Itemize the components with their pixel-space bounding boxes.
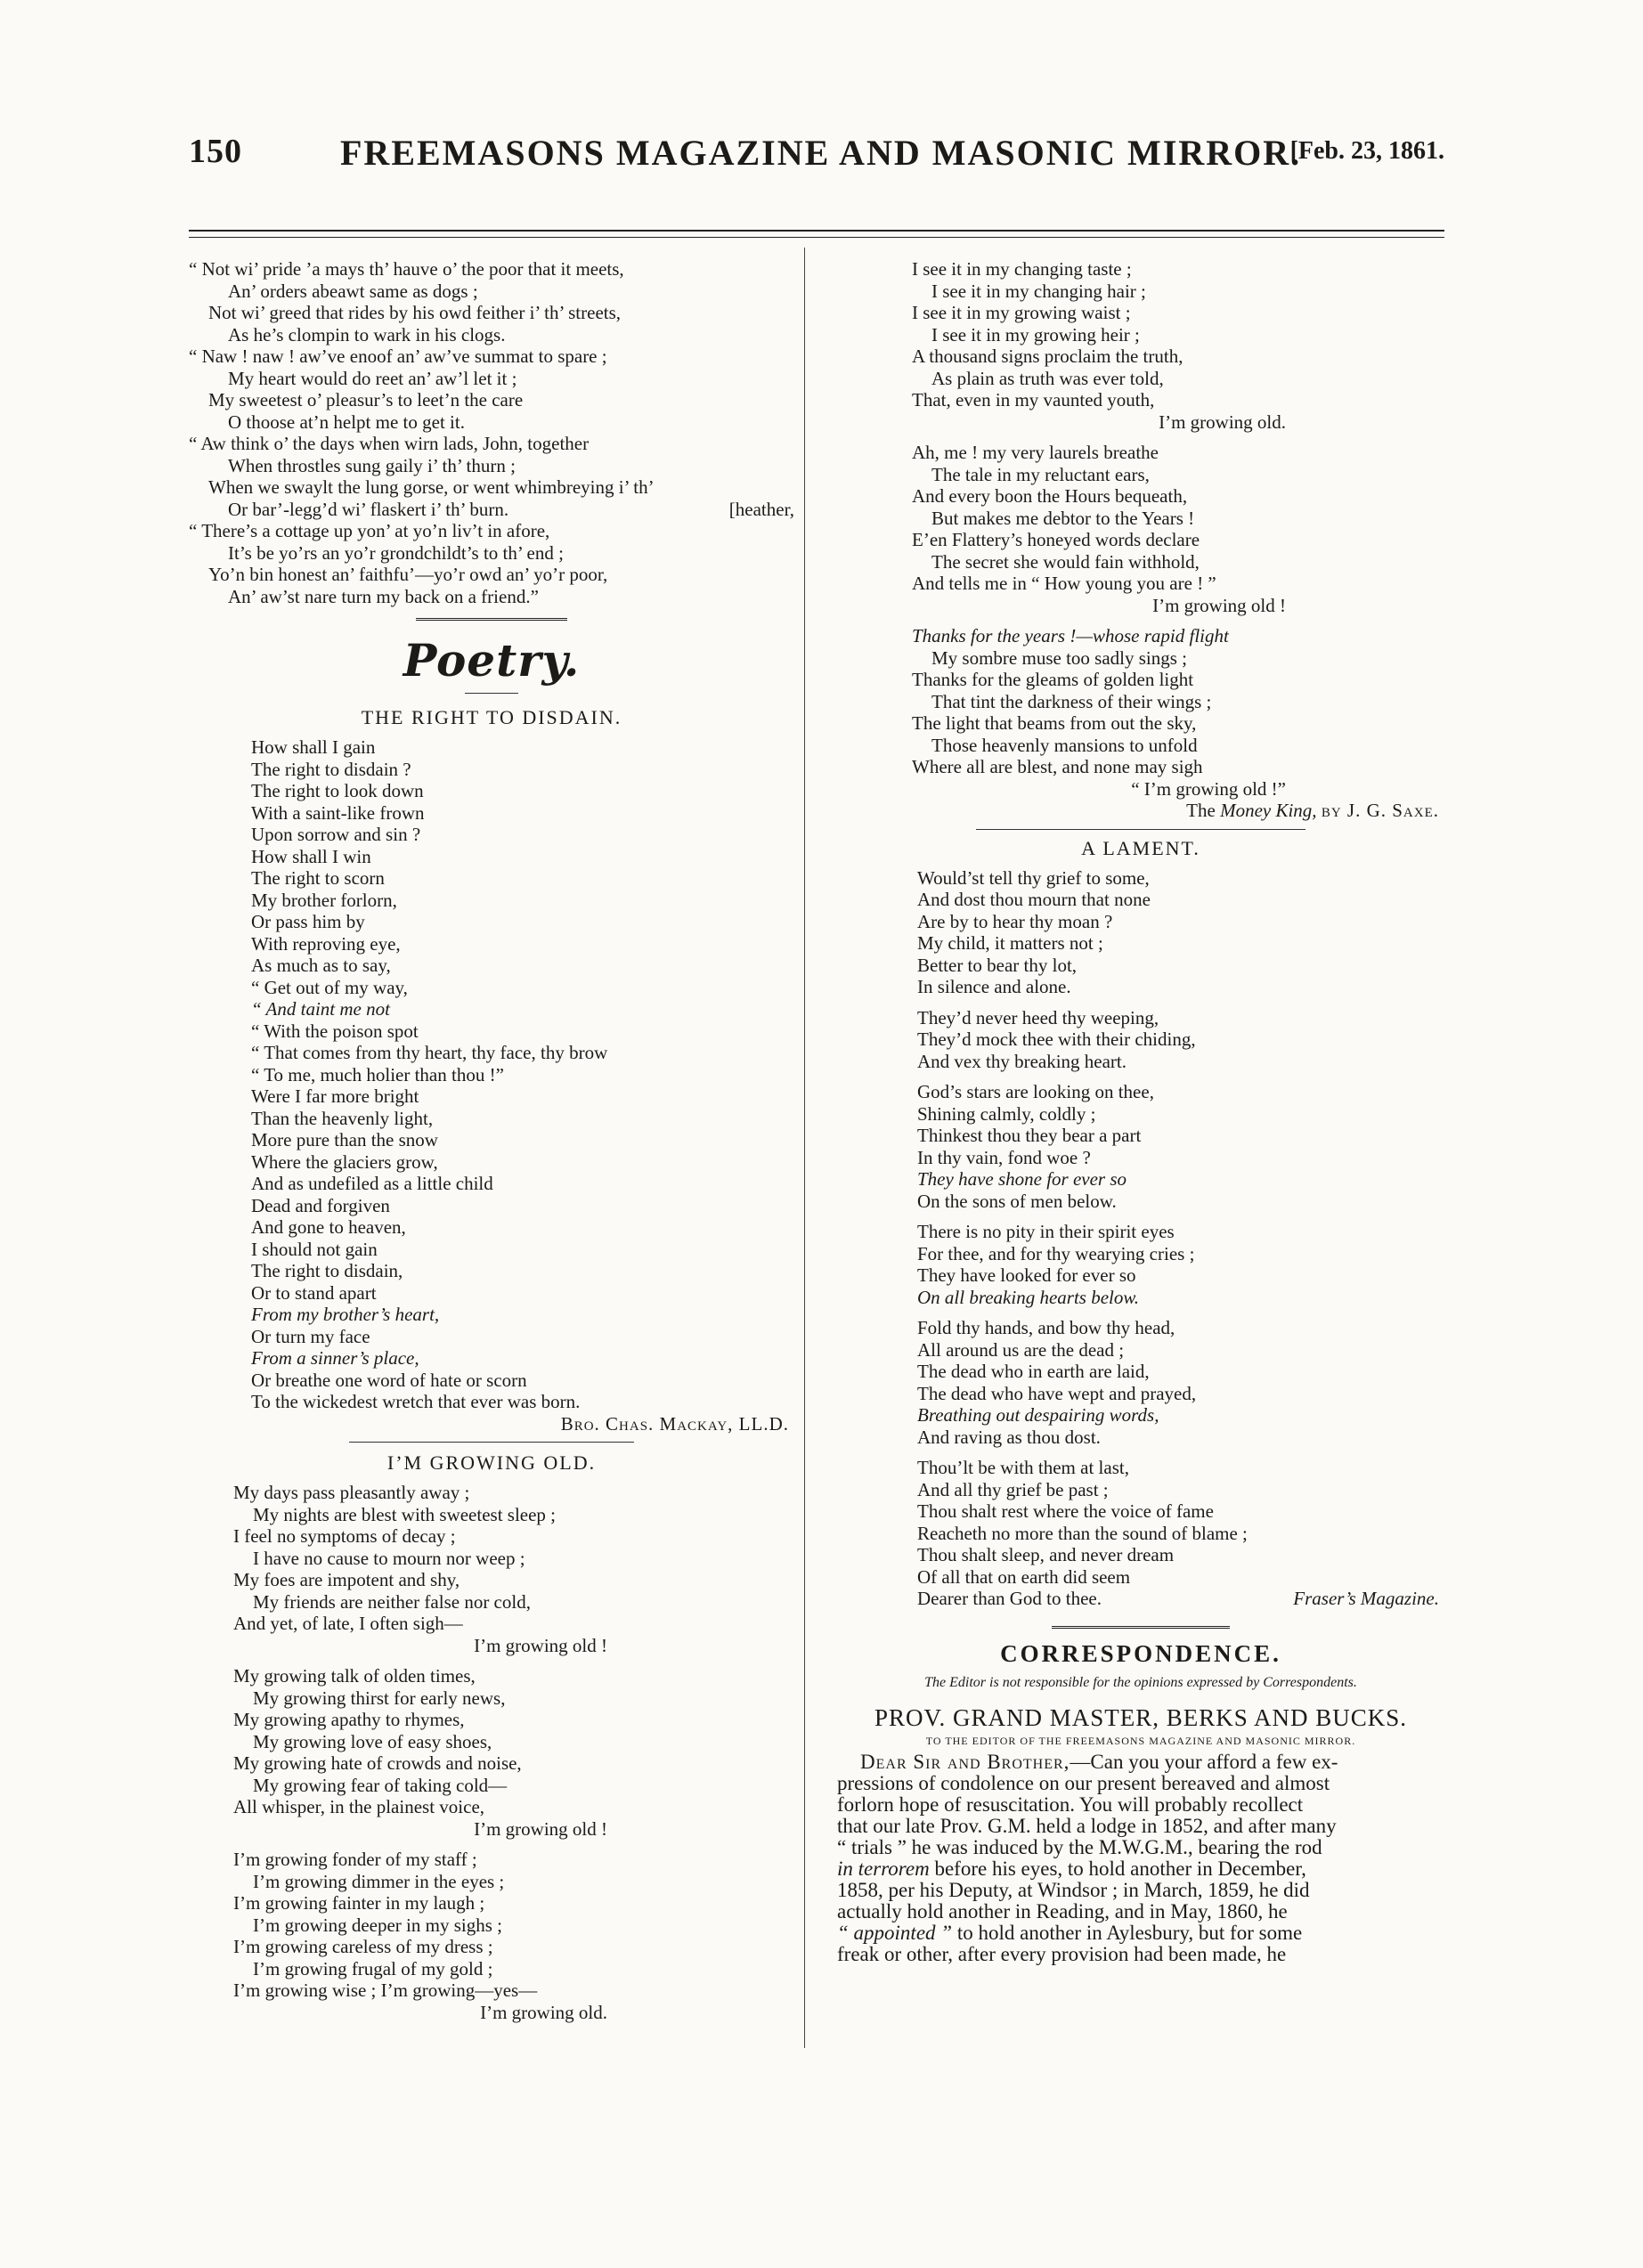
poem-line: As plain as truth was ever told,	[931, 367, 1164, 389]
left-column	[189, 258, 794, 2023]
editor-disclaimer: The Editor is not responsible for the opinions expressed by Correspondents.	[924, 1674, 1357, 1690]
poem-line: When throstles sung gaily i’ th’ thurn ;	[228, 454, 516, 476]
poem-line: On all breaking hearts below.	[917, 1286, 1140, 1308]
poem-line: My friends are neither false nor cold,	[253, 1590, 531, 1613]
header-rule-thin	[189, 237, 1444, 238]
poem-growing-old	[189, 1482, 607, 2023]
poem-line: “ To me, much holier than thou !”	[251, 1063, 504, 1085]
issue-date: [Feb. 23, 1861.	[1289, 137, 1444, 165]
poem-line: The dead who in earth are laid,	[917, 1361, 1150, 1382]
poem-line: That tint the darkness of their wings ;	[931, 690, 1212, 712]
turnover-word: [heather,	[728, 498, 794, 520]
poem-line: A thousand signs proclaim the truth,	[912, 345, 1183, 367]
poem-line: “ Not wi’ pride ’a mays th’ hauve o’ the poor that it meets,	[189, 258, 624, 280]
section-rule	[976, 829, 1305, 830]
attribution-work: Money King,	[1220, 800, 1317, 821]
poem-refrain: I’m growing old !	[1152, 594, 1286, 616]
poem-line: With reproving eye,	[251, 932, 401, 955]
poem-line: But makes me debtor to the Years !	[931, 507, 1195, 529]
poem-line: Not wi’ greed that rides by his owd feither i’ th’ streets,	[208, 302, 622, 323]
poem-line: As he’s clompin to wark in his clogs.	[228, 323, 506, 345]
poem-author: Bro. Chas. Mackay, LL.D.	[560, 1412, 789, 1435]
poem-line: I’m growing fonder of my staff ;	[233, 1849, 477, 1870]
poem-line: With a saint-like frown	[251, 801, 425, 824]
publication-title: FREEMASONS MAGAZINE AND MASONIC MIRROR.	[340, 133, 1302, 173]
poem-line: They’d mock thee with their chiding,	[917, 1028, 1196, 1050]
poem-line: My sweetest o’ pleasur’s to leet’n the care	[208, 389, 524, 411]
letter-text: —Can you your afford a few ex-	[1070, 1750, 1338, 1773]
poem-line: And tells me in “ How young you are ! ”	[912, 573, 1216, 594]
poem-source: Fraser’s Magazine.	[1293, 1588, 1439, 1609]
poem-line: An’ orders abeawt same as dogs ;	[228, 280, 478, 302]
poem-title: THE RIGHT TO DISDAIN.	[361, 706, 622, 728]
poem-line: And every boon the Hours bequeath,	[912, 485, 1188, 507]
poem-line: An’ aw’st nare turn my back on a friend.”	[228, 585, 539, 607]
poem-line: I have no cause to mourn nor weep ;	[253, 1547, 525, 1569]
poem-line-text: Dearer than God to thee.	[917, 1588, 1102, 1609]
poem-line: Reacheth no more than the sound of blame ;	[917, 1522, 1248, 1544]
poem-refrain: I’m growing old.	[1159, 411, 1286, 433]
poem-line: I’m growing deeper in my sighs ;	[253, 1914, 502, 1936]
poem-line: Fold thy hands, and bow thy head,	[917, 1317, 1175, 1338]
running-header	[189, 132, 1444, 185]
poem-line: The tale in my reluctant ears,	[931, 463, 1150, 485]
poem-line: I’m growing dimmer in the eyes ;	[253, 1870, 505, 1892]
poem-line: Or pass him by	[251, 911, 365, 932]
poem-line: My growing hate of crowds and noise,	[233, 1752, 522, 1774]
poem-attribution	[837, 800, 1444, 822]
poem-line: How shall I win	[251, 845, 371, 867]
poem-line: And all thy grief be past ;	[917, 1478, 1109, 1500]
poem-lament	[837, 867, 1444, 1610]
attribution-author: by J. G. Saxe.	[1321, 800, 1439, 821]
poem-line: Better to bear thy lot,	[917, 954, 1078, 976]
letter-line	[837, 1752, 1444, 1773]
right-column	[837, 258, 1444, 1965]
poem-line: And gone to heaven,	[251, 1216, 406, 1238]
poem-refrain: I’m growing old.	[480, 2001, 607, 2023]
poem-line: Thou’lt be with them at last,	[917, 1457, 1129, 1478]
poem-line: Are by to hear thy moan ?	[917, 910, 1113, 932]
poem-line: Shining calmly, coldly ;	[917, 1102, 1096, 1125]
letter-line: that our late Prov. G.M. held a lodge in 1852, and after many	[837, 1814, 1337, 1837]
poem-line: In thy vain, fond woe ?	[917, 1146, 1091, 1168]
poem-line: How shall I gain	[251, 736, 376, 758]
poem-line: Were I far more bright	[251, 1085, 419, 1107]
poem-line: The right to disdain,	[251, 1260, 403, 1281]
poem-line: I should not gain	[251, 1238, 378, 1260]
letter-line: pressions of condolence on our present bereaved and almost	[837, 1771, 1330, 1794]
poem-line: My foes are impotent and shy,	[233, 1569, 460, 1590]
poem-line: There is no pity in their spirit eyes	[917, 1221, 1175, 1242]
poem-line: Where all are blest, and none may sigh	[912, 756, 1203, 777]
poem-line: To the wickedest wretch that ever was born.	[251, 1391, 581, 1412]
poem-line: And dost thou mourn that none	[917, 889, 1151, 910]
poem-line: Would’st tell thy grief to some,	[917, 866, 1150, 889]
italic-phrase: “ appointed ”	[837, 1921, 953, 1944]
poem-line: Breathing out despairing words,	[917, 1404, 1159, 1426]
poem-line: They have looked for ever so	[917, 1264, 1136, 1286]
poem-line: When we swaylt the lung gorse, or went whimbreying i’ th’	[208, 476, 655, 498]
poem-line: Of all that on earth did seem	[917, 1565, 1131, 1588]
poem-line: They have shone for ever so	[917, 1168, 1127, 1190]
poem-line: My heart would do reet an’ aw’l let it ;	[228, 367, 517, 389]
poem-line: In silence and alone.	[917, 976, 1071, 997]
poem-line: I feel no symptoms of decay ;	[233, 1525, 456, 1547]
poem-line: Or turn my face	[251, 1325, 370, 1347]
poem-line: As much as to say,	[251, 955, 391, 976]
poem-line: The right to scorn	[251, 867, 385, 889]
letter-line	[837, 1858, 1444, 1880]
poem-line: I’m growing wise ; I’m growing—yes—	[233, 1979, 538, 2001]
letter-body	[837, 1752, 1444, 1965]
poem-refrain: “ I’m growing old !”	[1131, 777, 1286, 800]
column-divider	[804, 248, 805, 2048]
poem-line: Dead and forgiven	[251, 1194, 390, 1216]
header-rule	[189, 230, 1444, 232]
poem-line: I’m growing fainter in my laugh ;	[233, 1892, 485, 1914]
poem-line: The secret she would fain withhold,	[931, 550, 1200, 573]
poem-line: I’m growing frugal of my gold ;	[253, 1957, 493, 1979]
poem-disdain	[189, 736, 794, 1413]
letter-line: actually hold another in Reading, and in May, 1860, he	[837, 1899, 1288, 1923]
poem-line: God’s stars are looking on thee,	[917, 1081, 1154, 1102]
heading-rule	[465, 693, 518, 694]
letter-line: 1858, per his Deputy, at Windsor ; in March, 1859, he did	[837, 1878, 1310, 1901]
poem-title: A LAMENT.	[1081, 836, 1200, 859]
salutation: Dear Sir and Brother,	[860, 1750, 1070, 1773]
poem-refrain: I’m growing old !	[474, 1817, 607, 1840]
poem-line: From a sinner’s place,	[251, 1347, 419, 1369]
poem-line: I see it in my growing waist ;	[912, 302, 1131, 323]
poem-line: My sombre muse too sadly sings ;	[931, 646, 1187, 669]
letter-text: to hold another in Aylesbury, but for some	[956, 1921, 1303, 1944]
poem-line: It’s be yo’rs an yo’r grondchildt’s to th’ end ;	[228, 541, 564, 564]
poem-line: Those heavenly mansions to unfold	[931, 734, 1198, 756]
poem-line: Thou shalt sleep, and never dream	[917, 1544, 1175, 1565]
poem-line: O thoose at’n helpt me to get it.	[228, 411, 465, 433]
poem-line: And vex thy breaking heart.	[917, 1050, 1127, 1072]
poem-growing-old-continued	[837, 258, 1286, 800]
poem-line: Thanks for the years !—whose rapid flight	[912, 625, 1229, 646]
poem-line: All whisper, in the plainest voice,	[233, 1796, 485, 1817]
poem-line	[917, 1588, 1444, 1610]
poem-line: And yet, of late, I often sigh—	[233, 1613, 463, 1634]
poem-line: My growing thirst for early news,	[253, 1687, 506, 1709]
section-rule	[416, 618, 567, 623]
poem-line: Than the heavenly light,	[251, 1107, 434, 1129]
letter-line: “ trials ” he was induced by the M.W.G.M., bearing the rod	[837, 1835, 1322, 1858]
poem-line-text: Or bar’-legg’d wi’ flaskert i’ th’ burn.	[228, 498, 509, 520]
attribution-prefix: The	[1186, 800, 1216, 821]
dialect-poem	[189, 258, 794, 607]
poem-line: “ That comes from thy heart, thy face, thy brow	[251, 1042, 608, 1063]
poem-line: Or breathe one word of hate or scorn	[251, 1369, 527, 1391]
section-rule	[1052, 1626, 1230, 1631]
poem-line: And raving as thou dost.	[917, 1426, 1101, 1448]
poem-line: The right to disdain ?	[251, 758, 411, 780]
letter-line: forlorn hope of resuscitation. You will probably recollect	[837, 1792, 1304, 1816]
poem-line: I see it in my changing taste ;	[912, 258, 1132, 280]
poem-line: All around us are the dead ;	[917, 1338, 1125, 1361]
poem-line: On the sons of men below.	[917, 1190, 1117, 1212]
poem-line: I’m growing careless of my dress ;	[233, 1936, 493, 1957]
poem-line: Upon sorrow and sin ?	[251, 824, 421, 845]
poem-line: My growing apathy to rhymes,	[233, 1709, 465, 1730]
correspondence-heading: CORRESPONDENCE.	[1000, 1639, 1281, 1667]
poem-line: E’en Flattery’s honeyed words declare	[912, 529, 1200, 550]
poem-line: I see it in my changing hair ;	[931, 280, 1146, 302]
poem-title: I’M GROWING OLD.	[386, 1451, 597, 1474]
section-heading: Poetry.	[403, 634, 581, 687]
poem-refrain: I’m growing old !	[474, 1634, 607, 1656]
poem-line: “ Naw ! naw ! aw’ve enoof an’ aw’ve summat to spare ;	[189, 345, 607, 367]
poem-line: My growing talk of olden times,	[233, 1665, 476, 1687]
poem-line: And as undefiled as a little child	[251, 1173, 493, 1194]
poem-line: They’d never heed thy weeping,	[917, 1006, 1159, 1028]
poem-line	[189, 499, 794, 521]
poem-line: That, even in my vaunted youth,	[912, 389, 1155, 411]
page-number: 150	[189, 133, 242, 170]
poem-line: My days pass pleasantly away ;	[233, 1482, 470, 1503]
letter-addressee: TO THE EDITOR OF THE FREEMASONS MAGAZINE AND MASONIC MIRROR.	[925, 1734, 1356, 1747]
poem-line: The light that beams from out the sky,	[912, 712, 1197, 734]
poem-line: I see it in my growing heir ;	[931, 323, 1140, 345]
poem-line: “ Aw think o’ the days when wirn lads, John, together	[189, 433, 590, 454]
letter-line: freak or other, after every provision had been made, he	[837, 1942, 1287, 1965]
letter-title: PROV. GRAND MASTER, BERKS AND BUCKS.	[874, 1703, 1408, 1731]
letter-line	[837, 1923, 1444, 1944]
poem-line: Thou shalt rest where the voice of fame	[917, 1500, 1214, 1522]
poem-line: My nights are blest with sweetest sleep ;	[253, 1503, 557, 1525]
italic-phrase: in terrorem	[837, 1857, 930, 1880]
poem-line: “ Get out of my way,	[251, 976, 408, 998]
section-rule	[349, 1442, 634, 1443]
poem-line: From my brother’s heart,	[251, 1304, 440, 1325]
poem-line: Where the glaciers grow,	[251, 1150, 438, 1173]
poem-line: The right to look down	[251, 780, 424, 801]
poem-line: For thee, and for thy wearying cries ;	[917, 1242, 1195, 1264]
poem-line: Yo’n bin honest an’ faithfu’—yo’r owd an’ yo’r poor,	[208, 564, 608, 585]
poem-line: “ There’s a cottage up yon’ at yo’n liv’t in afore,	[189, 520, 550, 541]
poem-line: My growing love of easy shoes,	[253, 1730, 492, 1752]
poem-line: My brother forlorn,	[251, 889, 397, 911]
poem-line: Ah, me ! my very laurels breathe	[912, 442, 1159, 463]
poem-line: Thinkest thou they bear a part	[917, 1125, 1142, 1146]
poem-line: Thanks for the gleams of golden light	[912, 669, 1194, 690]
poem-line: More pure than the snow	[251, 1129, 438, 1150]
poem-line: The dead who have wept and prayed,	[917, 1382, 1197, 1404]
poem-line: My child, it matters not ;	[917, 932, 1103, 954]
letter-text: before his eyes, to hold another in December,	[934, 1857, 1306, 1880]
poem-line: “ And taint me not	[251, 998, 390, 1020]
poem-line: “ With the poison spot	[251, 1020, 419, 1042]
poem-line: Or to stand apart	[251, 1281, 377, 1304]
poem-line: My growing fear of taking cold—	[253, 1774, 508, 1796]
